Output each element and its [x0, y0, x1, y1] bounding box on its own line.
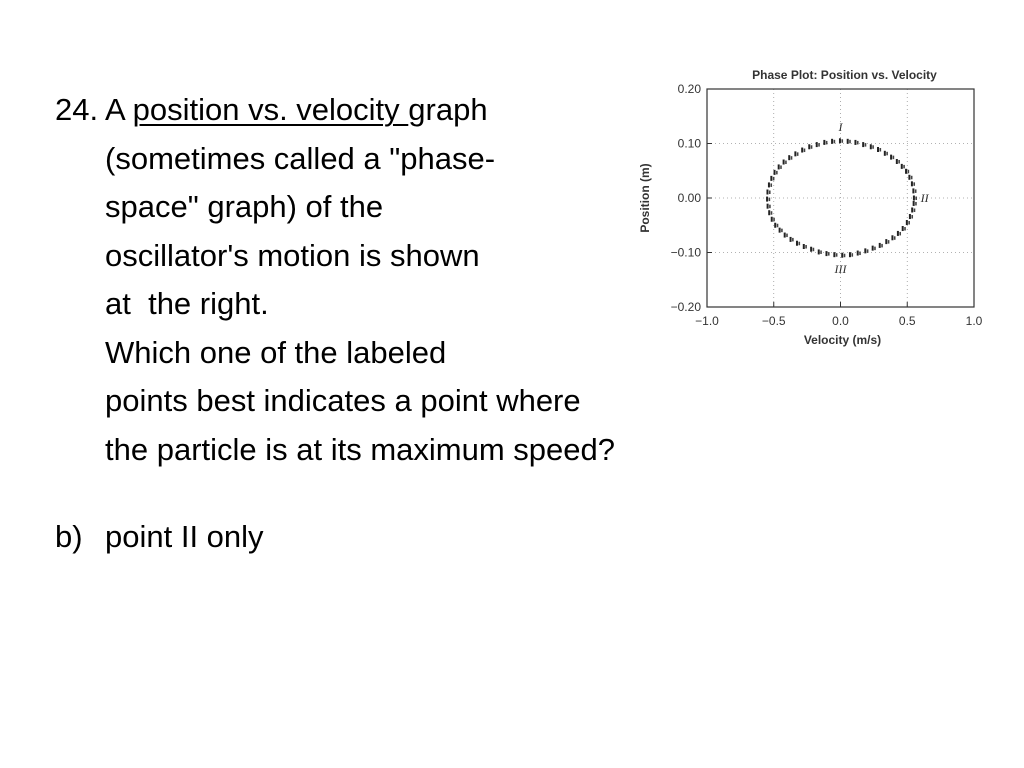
data-point — [778, 164, 780, 169]
data-point — [791, 156, 793, 160]
data-point — [896, 159, 898, 164]
data-point — [773, 218, 775, 222]
data-point — [847, 139, 849, 144]
data-point — [813, 248, 815, 252]
data-point — [849, 252, 851, 257]
data-point — [903, 165, 905, 169]
data-point — [839, 138, 841, 143]
data-point — [798, 242, 800, 246]
data-point — [908, 170, 910, 174]
data-point — [881, 244, 883, 248]
data-point — [904, 227, 906, 231]
data-point — [770, 176, 772, 181]
data-point — [901, 164, 903, 169]
data-point — [804, 149, 806, 153]
data-point — [828, 252, 830, 256]
data-point — [788, 155, 790, 160]
data-point — [859, 252, 861, 256]
x-tick-label: −1.0 — [695, 314, 719, 328]
data-point — [844, 254, 846, 258]
data-point — [851, 253, 853, 257]
data-point — [870, 144, 872, 149]
point-label: II — [920, 191, 929, 205]
question-line: (sometimes called a "phase- — [105, 140, 496, 176]
data-point — [909, 214, 911, 219]
data-point — [834, 140, 836, 144]
data-point — [783, 160, 785, 165]
point-label: I — [838, 120, 843, 135]
data-point — [785, 161, 787, 165]
data-point — [836, 253, 838, 257]
y-tick-label: 0.20 — [677, 82, 701, 96]
data-point — [810, 247, 812, 252]
data-point — [811, 145, 813, 149]
data-point — [912, 188, 914, 193]
question-line: at the right. — [105, 286, 269, 321]
data-point — [784, 233, 786, 238]
answer-text: point II only — [105, 519, 264, 554]
chart-title: Phase Plot: Position vs. Velocity — [752, 68, 937, 82]
question-line: oscillator's motion is shown — [105, 237, 480, 273]
data-point — [796, 241, 798, 246]
question-intro-end: graph — [408, 92, 488, 127]
y-tick-label: −0.20 — [670, 300, 701, 314]
data-point — [913, 196, 915, 201]
data-point — [776, 171, 778, 175]
data-point — [911, 215, 913, 219]
phase-plot-figure — [632, 62, 982, 352]
data-point — [803, 244, 805, 249]
data-point — [908, 175, 910, 180]
data-point — [808, 144, 810, 149]
question-number: 24. — [55, 92, 99, 127]
data-point — [879, 243, 881, 248]
data-point — [865, 143, 867, 147]
data-point — [905, 169, 907, 174]
y-tick-label: 0.10 — [677, 136, 701, 151]
data-point — [801, 148, 803, 153]
data-point — [915, 197, 917, 201]
data-point — [831, 139, 833, 144]
data-point — [841, 139, 843, 143]
x-tick-label: −0.5 — [761, 314, 786, 328]
data-point — [867, 249, 869, 253]
data-point — [777, 224, 779, 228]
data-point — [899, 232, 901, 236]
data-point — [826, 141, 828, 145]
answer-line — [55, 513, 264, 561]
y-tick-label: −0.10 — [670, 245, 701, 260]
x-axis-label: Velocity (m/s) — [803, 333, 882, 347]
data-point — [902, 226, 904, 231]
data-point — [884, 151, 886, 156]
data-point — [818, 249, 820, 254]
data-point — [913, 182, 915, 186]
x-tick-label: 1.0 — [965, 314, 982, 328]
point-label: III — [834, 261, 847, 276]
data-point — [874, 247, 876, 251]
data-point — [768, 182, 770, 187]
data-point — [906, 220, 908, 225]
question-line: the particle is at its maximum speed? — [105, 431, 615, 467]
data-point — [833, 252, 835, 257]
data-point — [890, 155, 892, 160]
data-point — [841, 253, 843, 258]
data-point — [779, 228, 781, 233]
y-axis-label: Position (m) — [638, 163, 652, 233]
answer-letter: b) — [55, 519, 83, 554]
data-point — [914, 208, 916, 212]
data-point — [769, 191, 771, 195]
data-point — [915, 202, 917, 206]
data-point — [818, 143, 820, 147]
y-tick-label: 0.00 — [677, 191, 701, 205]
data-point — [911, 207, 913, 212]
data-point — [872, 246, 874, 251]
data-point — [857, 251, 859, 256]
data-point — [820, 250, 822, 254]
data-point — [854, 140, 856, 145]
data-point — [825, 251, 827, 256]
question-line: points best indicates a point where — [105, 383, 581, 418]
data-point — [849, 140, 851, 144]
data-point — [915, 189, 917, 193]
data-point — [794, 151, 796, 156]
data-point — [780, 165, 782, 169]
data-point — [893, 156, 895, 160]
data-point — [898, 160, 900, 164]
x-tick-label: 0.0 — [832, 314, 849, 328]
data-point — [857, 141, 859, 145]
data-point — [792, 238, 794, 242]
data-point — [886, 152, 888, 156]
data-point — [766, 190, 768, 195]
data-point — [885, 239, 887, 244]
data-point — [877, 147, 879, 152]
data-point — [911, 181, 913, 186]
data-point — [781, 229, 783, 233]
data-point — [774, 170, 776, 175]
data-point — [862, 142, 864, 147]
data-point — [816, 142, 818, 147]
data-point — [769, 198, 771, 202]
question-intro: A — [105, 92, 124, 127]
data-point — [773, 177, 775, 181]
data-point — [774, 223, 776, 228]
data-point — [786, 234, 788, 238]
data-point — [911, 176, 913, 180]
data-point — [790, 237, 792, 242]
data-point — [805, 245, 807, 249]
phase-plot-chart — [632, 62, 982, 352]
data-point — [913, 201, 915, 206]
data-point — [888, 240, 890, 244]
data-point — [897, 231, 899, 236]
data-point — [771, 211, 773, 215]
data-point — [880, 148, 882, 152]
question-line: space" graph) of the — [105, 189, 384, 224]
data-point — [766, 197, 768, 202]
data-point — [864, 248, 866, 253]
question-line: Which one of the labeled — [105, 334, 447, 370]
data-point — [823, 140, 825, 145]
data-point — [767, 204, 769, 209]
data-point — [894, 236, 896, 240]
underlined-term: position vs. velocity — [132, 92, 409, 127]
data-point — [891, 235, 893, 240]
data-point — [769, 205, 771, 209]
data-point — [908, 221, 910, 225]
data-point — [770, 183, 772, 187]
data-point — [768, 210, 770, 215]
x-tick-label: 0.5 — [898, 314, 916, 328]
data-point — [797, 152, 799, 156]
data-point — [771, 217, 773, 222]
data-point — [872, 145, 874, 149]
